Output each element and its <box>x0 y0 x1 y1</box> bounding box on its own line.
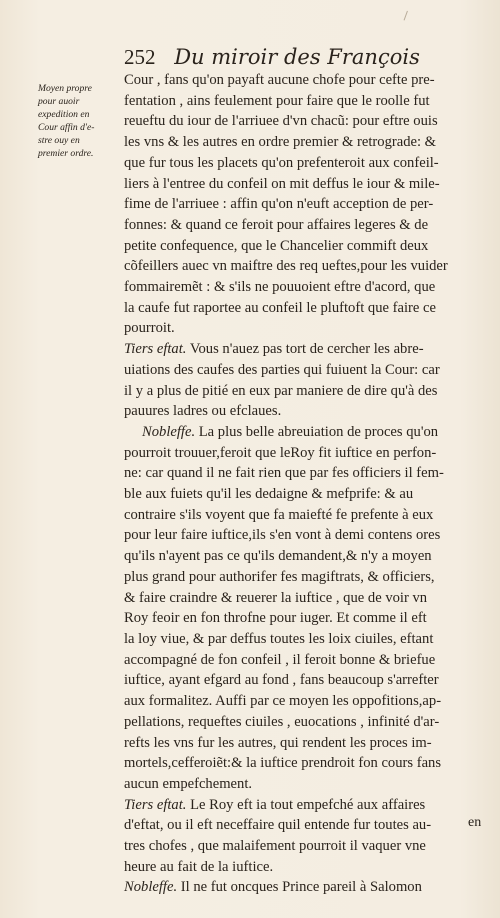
line-text: pourroit. <box>124 320 175 337</box>
text-line <box>124 236 490 257</box>
line-text: plus grand pour authorifer fes magiftrats, & officiers, <box>124 568 435 585</box>
text-line <box>124 836 490 857</box>
line-text: cõfeillers auec vn maiftre des req ueftes,pour les vuider <box>124 258 448 275</box>
line-text: Roy feoir en fon throfne pour iuger. Et comme il eft <box>124 610 427 627</box>
line-text: liers à l'entree du confeil on mit deffus le iour & mile- <box>124 175 440 192</box>
marginal-note-line: Cour affin d'e- <box>38 122 95 133</box>
line-text: aucun empefchement. <box>124 775 253 792</box>
marginal-note-line: premier ordre. <box>38 148 94 159</box>
page-mark <box>404 11 416 23</box>
line-text: La plus belle abreuiation de proces qu'on <box>195 423 439 440</box>
line-text: mortels,cefferoiẽt:& la iuftice prendroit fon cours fans <box>124 755 442 772</box>
line-text: iuftice, ayant efgard au fond , fans beaucoup s'arrefter <box>124 672 439 689</box>
text-line <box>124 256 490 277</box>
line-text: pour leur faire iuftice,ils s'en vont à demi contens ores <box>124 527 441 544</box>
line-text: reueftu du iour de l'arriuee d'vn chacũ: pour eftre ouis <box>124 113 438 130</box>
line-text: Vous n'auez pas tort de cercher les abre- <box>186 341 424 358</box>
line-text: fentation , ains feulement pour faire que le roolle fut <box>124 92 430 109</box>
text-line <box>124 132 490 153</box>
text-line <box>124 381 490 402</box>
line-text: petite confequence, que le Chancelier commift deux <box>124 237 429 254</box>
text-line <box>124 795 490 816</box>
text-line <box>124 753 490 774</box>
line-text: pauures ladres ou efclaues. <box>124 403 282 420</box>
text-line <box>124 691 490 712</box>
text-line <box>124 153 490 174</box>
text-line <box>124 670 490 691</box>
line-text: accompagné de fon confeil , il feroit bonne & briefue <box>124 651 436 668</box>
line-text: la caufe fut raportee au confeil le pluftoft que faire ce <box>124 299 436 316</box>
line-text: pourroit trouuer,feroit que leRoy fit iuftice en perfon- <box>124 444 437 461</box>
speaker-label: Tiers eftat. <box>124 796 187 813</box>
text-line <box>124 215 490 236</box>
text-line <box>124 339 490 360</box>
text-line <box>124 443 490 464</box>
text-line <box>124 70 490 91</box>
text-line <box>124 194 490 215</box>
text-line <box>124 857 490 878</box>
line-text: Cour , fans qu'on payaft aucune chofe pour cefte pre- <box>124 72 435 88</box>
marginal-note-line: expedition en <box>38 109 90 120</box>
text-line <box>124 733 490 754</box>
text-line <box>124 546 490 567</box>
marginal-note-line: Moyen propre <box>38 83 92 94</box>
speaker-label: Nobleffe. <box>124 879 178 896</box>
text-line <box>124 360 490 381</box>
line-text: contraire s'ils voyent que fa maiefté fe prefente à eux <box>124 506 434 523</box>
text-line <box>124 111 490 132</box>
text-line <box>124 815 490 836</box>
line-text: pellations, requeftes ciuiles , euocations , infinité d'ar- <box>124 713 440 730</box>
text-line <box>124 91 490 112</box>
line-text: Le Roy eft ia tout empefché aux affaires <box>186 796 426 813</box>
line-text: Il ne fut oncques Prince pareil à Salomon <box>177 879 422 896</box>
line-text: il y a plus de pitié en eux par maniere de dire qu'à des <box>124 382 438 399</box>
text-line <box>124 774 490 795</box>
text-line <box>124 318 490 339</box>
line-text: tres chofes , que malaifement pourroit il vaquer vne <box>124 838 426 855</box>
text-line <box>124 174 490 195</box>
text-line <box>124 877 490 898</box>
line-text: fonnes: & quand ce feroit pour affaires legeres & de <box>124 216 429 233</box>
text-line <box>124 505 490 526</box>
marginal-note-line: stre ouy en <box>38 135 80 146</box>
body-text <box>124 70 490 898</box>
page-header <box>124 44 480 70</box>
text-line <box>124 567 490 588</box>
line-text: la loy viue, & par deffus toutes les loix ciuiles, eftant <box>124 630 434 647</box>
line-text: d'eftat, ou il eft neceffaire quil entende fur toutes au- <box>124 817 432 834</box>
page-number: 252 <box>124 45 156 69</box>
line-text: fommairemẽt : & s'ils ne pouuoient eftre d'acord, que <box>124 279 436 296</box>
line-text: uiations des caufes des parties qui fuiuent la Cour: car <box>124 361 440 378</box>
text-line <box>124 608 490 629</box>
text-line <box>124 588 490 609</box>
line-text: que fur tous les placets qu'on prefenteroit aux confeil- <box>124 154 439 171</box>
line-text: heure au fait de la iuftice. <box>124 858 274 875</box>
catchword: en <box>468 815 482 830</box>
text-line <box>124 422 490 443</box>
text-line <box>124 463 490 484</box>
marginal-note <box>38 82 126 160</box>
line-text: ble aux fuiets qu'il les dedaigne & mefprife: & au <box>124 486 414 503</box>
text-line <box>124 712 490 733</box>
speaker-label: Tiers eftat. <box>124 341 187 358</box>
marginal-note-line: pour auoir <box>38 96 80 107</box>
line-text: & faire craindre & reuerer la iuftice , que de voir vn <box>124 589 428 606</box>
line-text: ne: car quand il ne fait rien que par fes officiers il fem- <box>124 465 444 482</box>
text-line <box>124 401 490 422</box>
text-line <box>124 484 490 505</box>
line-text: les vns & les autres en ordre premier & retrograde: & <box>124 134 437 151</box>
text-line <box>124 525 490 546</box>
line-text: qu'ils n'ayent pas ce qu'ils demandent,& n'y a moyen <box>124 548 432 565</box>
line-text: refts les vns fur les autres, qui rendent les proces im- <box>124 734 432 751</box>
text-line <box>124 298 490 319</box>
speaker-label: Nobleffe. <box>142 423 196 440</box>
line-text: aux formalitez. Auffi par ce moyen les oppofitions,ap- <box>124 693 442 710</box>
text-line <box>124 650 490 671</box>
running-title: Du miroir des François <box>174 45 420 69</box>
text-line <box>124 629 490 650</box>
text-line <box>124 277 490 298</box>
line-text: fime de l'arriuee : affin qu'on n'euft acception de per- <box>124 196 434 213</box>
